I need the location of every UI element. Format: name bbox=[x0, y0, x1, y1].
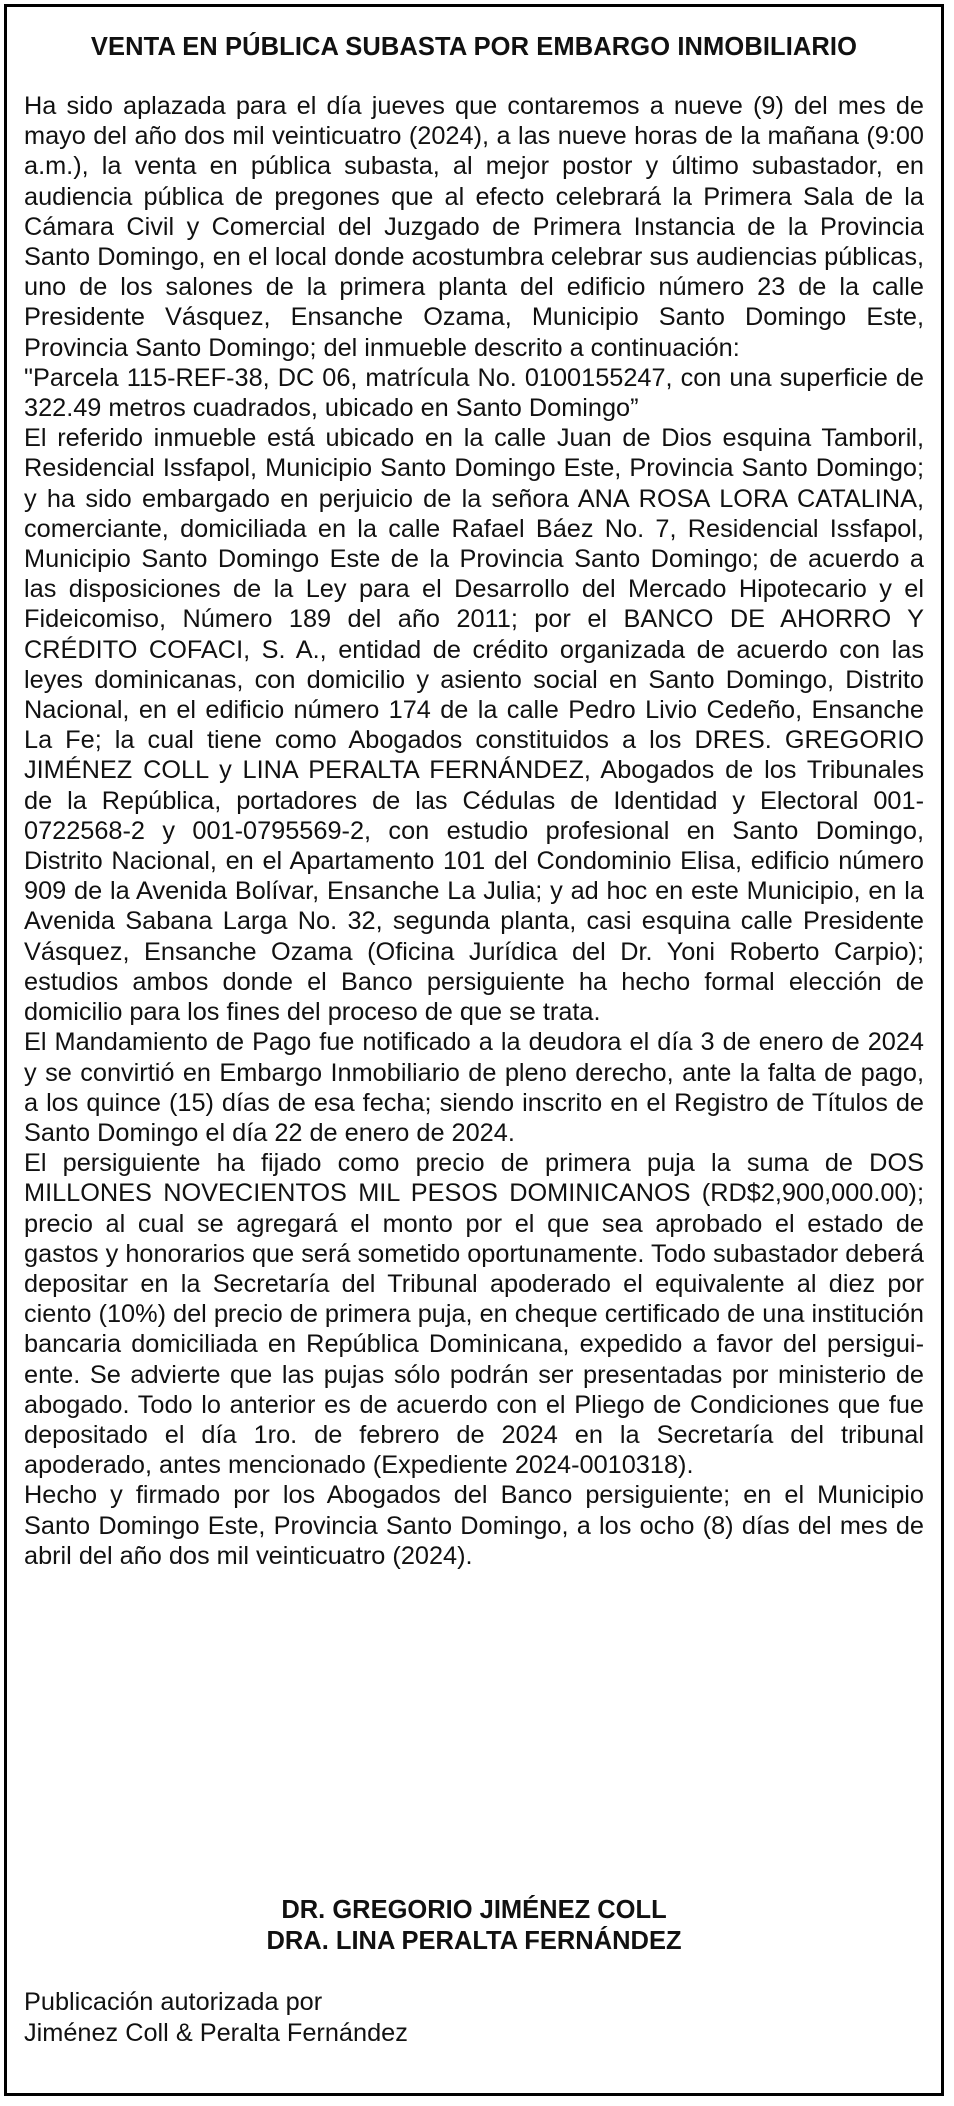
paragraph-postponement: Ha sido aplazada para el día jueves que contaremos a nueve (9) del mes de mayo del año dos mil veinticuatro (2024), a las nueve horas de la mañana (9:00 a.m.), la venta en pública subasta, al mejor postor y último subastador, en audiencia pública de pregones que al efecto celebrará la Primera Sala de la Cámara Civil y Comercial del Juzgado de Primera Instancia de la Provincia Santo Domingo, en el local donde acostumbra celebrar sus audiencias públicas, uno de los salones de la primera planta del edificio número 23 de la calle Presidente Vásquez, Ensanche Ozama, Municipio Santo Domingo Este, Provincia Santo Domingo; del inmueble descrito a continuación: bbox=[24, 92, 924, 362]
paragraph-payment-order: El Mandamiento de Pago fue notificado a la deudora el día 3 de enero de 2024 y se convirtió en Embargo Inmobiliario de pleno derecho, ante la falta de pago, a los quince (15) días de esa fecha; siendo inscrito en el Registro de Títulos de Santo Domingo el día 22 de enero de 2024. bbox=[24, 1028, 924, 1147]
publication-line: Jiménez Coll & Peralta Fernández bbox=[24, 2018, 408, 2047]
signatory-name: DRA. LINA PERALTA FERNÁNDEZ bbox=[266, 1927, 682, 1955]
paragraph-signed: Hecho y firmado por los Abogados del Banco persiguiente; en el Municipio Santo Domingo Este, Provincia Santo Domingo, a los ocho (8) días del mes de abril del año dos mil veinticuatro (2024). bbox=[24, 1481, 924, 1570]
notice-title: VENTA EN PÚBLICA SUBASTA POR EMBARGO INMOBILIARIO bbox=[90, 33, 858, 61]
paragraph-auction-price: El persiguiente ha fijado como precio de primera puja la suma de DOS MILLONES NOVECIENTOS MIL PESOS DOMINICANOS (RD$2,900,000.00); precio al cual se agregará el monto por el que sea aprobado el estado de gastos y honorarios que será sometido oportunamente. Todo subastador deberá depositar en la Secretaría del Tribunal apoderado el equivalente al diez por ciento (10%) del precio de primera puja, en cheque certificado de una institución bancaria domiciliada en República Dominicana, expedido a favor del persiguiente. Se advierte que las pujas sólo podrán ser presentadas por ministerio de abogado. Todo lo anterior es de acuerdo con el Pliego de Condiciones que fue depositado el día 1ro. de febrero de 2024 en la Secretaría del tribunal apoderado, antes mencionado (Expediente 2024-0010318). bbox=[24, 1149, 924, 1480]
notice-body bbox=[24, 91, 924, 1571]
publication-line: Publicación autorizada por bbox=[24, 1988, 323, 2016]
publication-credit bbox=[24, 1987, 408, 2048]
paragraph-property-details: El referido inmueble está ubicado en la calle Juan de Dios esquina Tamboril, Residencial Issfapol, Municipio Santo Domingo Este, Provincia Santo Domingo; y ha sido embargado en perjuicio de la señora ANA ROSA LORA CATALINA, comerciante, domiciliada en la calle Rafael Báez No. 7, Residencial Issfapol, Municipio Santo Domingo Este de la Provincia Santo Domingo; de acuerdo a las disposiciones de la Ley para el Desarrollo del Mercado Hipotecario y el Fideicomiso, Número 189 del año 2011; por el BANCO DE AHORRO Y CRÉDITO COFACI, S. A., entidad de crédito organizada de acuerdo con las leyes dominicanas, con domicilio y asiento social en Santo Domingo, Distrito Nacional, en el edificio número 174 de la calle Pedro Livio Cedeño, Ensanche La Fe; la cual tiene como Abogados constituidos a los DRES. GREGORIO JIMÉNEZ COLL y LINA PERALTA FERNÁNDEZ, Abogados de los Tribunales de la República, portadores de las Cédulas de Identidad y Electoral 001-0722568-2 y 001-0795569-2, con estudio profesional en Santo Domingo, Distrito Nacional, en el Apartamento 101 del Condominio Elisa, edificio número 909 de la Avenida Bolívar, Ensanche La Julia; y ad hoc en este Municipio, en la Avenida Sabana Larga No. 32, segunda planta, casi esquina calle Presidente Vásquez, Ensanche Ozama (Oficina Jurídica del Dr. Yoni Roberto Carpio); estudios ambos donde el Banco persiguiente ha hecho formal elección de domicilio para los fines del proceso de que se trata. bbox=[24, 424, 924, 1027]
signature-block bbox=[7, 1895, 941, 1957]
legal-notice bbox=[4, 4, 944, 2096]
signatory-name: DR. GREGORIO JIMÉNEZ COLL bbox=[281, 1896, 667, 1924]
paragraph-property-description: "Parcela 115-REF-38, DC 06, matrícula No. 0100155247, con una superficie de 322.49 metros cuadrados, ubicado en Santo Domingo” bbox=[24, 363, 924, 423]
